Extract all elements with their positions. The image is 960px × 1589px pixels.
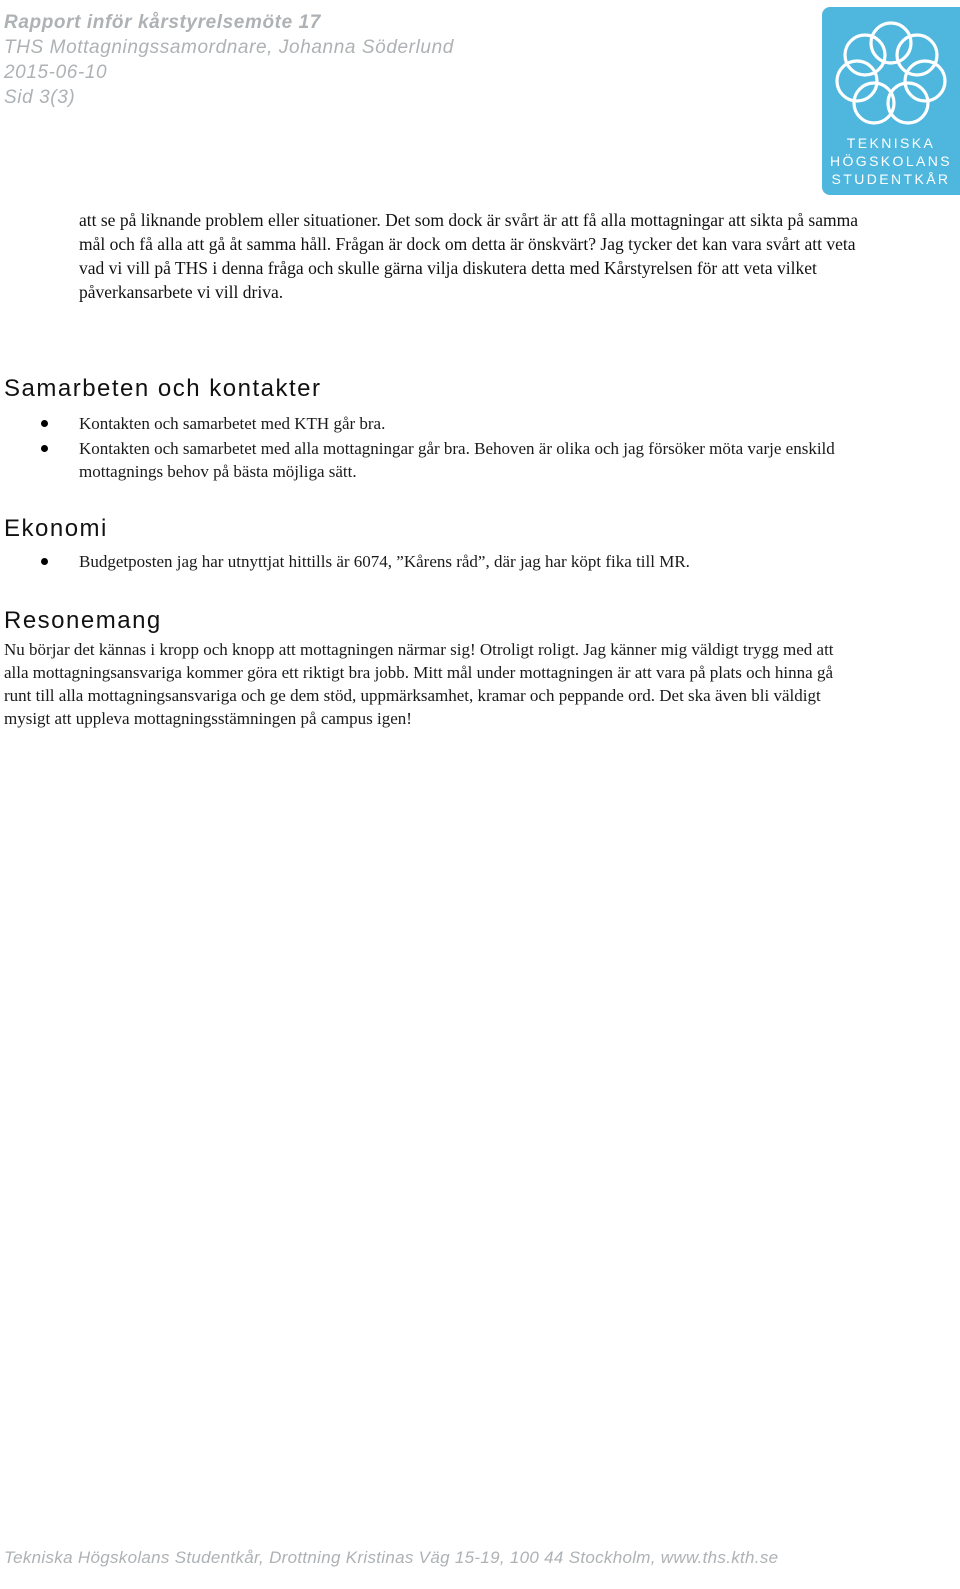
- ths-logo: [822, 7, 960, 195]
- samarbeten-list: [0, 412, 870, 485]
- report-date: 2015-06-10: [4, 62, 108, 83]
- resonemang-paragraph: Nu börjar det kännas i kropp och knopp att mottagningen närmar sig! Otroligt roligt. Jag känner mig väldigt trygg med att alla mottagningsansvariga kommer göra ett riktigt bra jobb. Mitt mål under mottagningen är att vara på plats och hinna gå runt till alla mottagningsansvariga och ge dem stöd, uppmärksamhet, kramar och peppande ord. Det ska även bli väldigt mysigt att uppleva mottagningsstämningen på campus igen!: [4, 640, 834, 728]
- report-author: THS Mottagningssamordnare, Johanna Söderlund: [4, 37, 454, 58]
- logo-text-line3: STUDENTKÅR: [831, 171, 951, 187]
- list-item: [0, 437, 870, 483]
- logo-text-line2: HÖGSKOLANS: [829, 153, 953, 169]
- report-title: Rapport inför kårstyrelsemöte 17: [4, 12, 321, 33]
- intro-paragraph: att se på liknande problem eller situationer. Det som dock är svårt är att få alla mottagningar att sikta på samma mål och få alla att gå åt samma håll. Frågan är dock om detta är önskvärt? Jag tycker det kan vara svårt att veta vad vi vill på THS i denna fråga och skulle gärna vilja diskutera detta med Kårstyrelsen för att veta vilket påverkansarbete vi vill driva.: [79, 210, 858, 302]
- bullet-icon: [41, 420, 48, 427]
- list-item-text: Kontakten och samarbetet med alla mottagningar går bra. Behoven är olika och jag försöker möta varje enskild mottagnings behov på bästa möjliga sätt.: [79, 439, 835, 481]
- logo-text-line1: TEKNISKA: [846, 135, 936, 151]
- list-item-text: Budgetposten jag har utnyttjat hittills är 6074, ”Kårens råd”, där jag har köpt fika till MR.: [79, 552, 690, 571]
- list-item: [0, 550, 870, 573]
- page-number: Sid 3(3): [4, 87, 76, 108]
- bullet-icon: [41, 558, 48, 565]
- interlocking-rings-icon: [832, 19, 950, 131]
- intro-text: [79, 208, 859, 304]
- list-item: [0, 412, 870, 435]
- ekonomi-list: [0, 550, 870, 575]
- heading-ekonomi: Ekonomi: [4, 515, 108, 542]
- heading-resonemang: Resonemang: [4, 607, 162, 634]
- list-item-text: Kontakten och samarbetet med KTH går bra.: [79, 414, 386, 433]
- document-header: [4, 10, 764, 110]
- bullet-icon: [41, 445, 48, 452]
- heading-samarbeten: Samarbeten och kontakter: [4, 375, 322, 402]
- document-footer: Tekniska Högskolans Studentkår, Drottning Kristinas Väg 15-19, 100 44 Stockholm, www.ths.kth.se: [4, 1548, 779, 1567]
